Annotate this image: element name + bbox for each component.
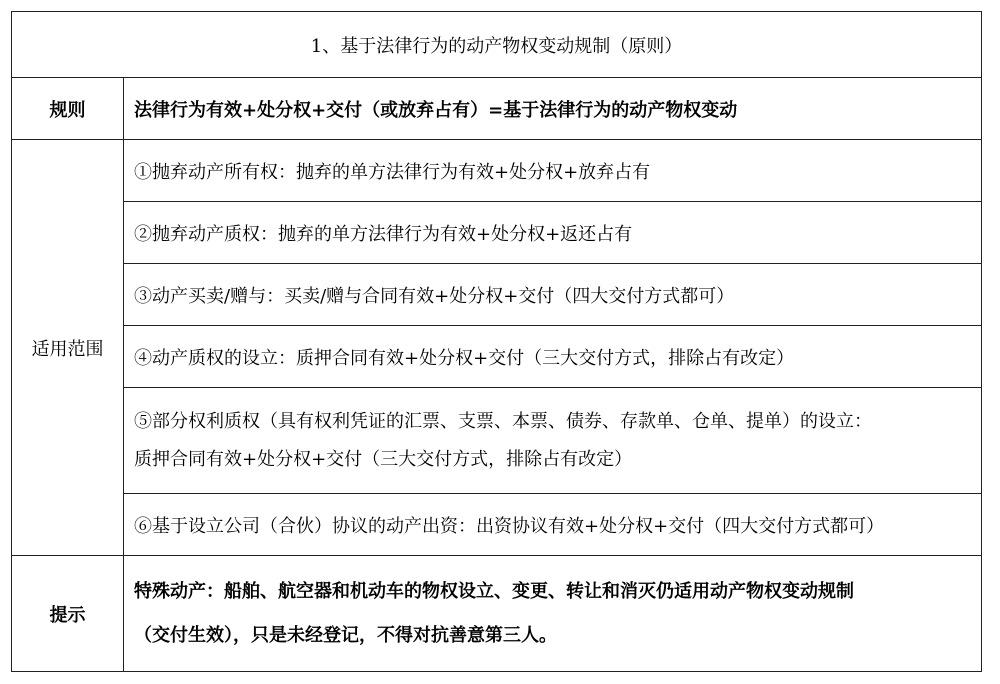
- rules-table: [11, 11, 982, 672]
- scope-label: 适用范围: [12, 140, 124, 556]
- scope-row-1: [12, 140, 982, 202]
- tip-label: 提示: [12, 556, 124, 672]
- scope-row-5: [12, 388, 982, 494]
- scope-row-2: [12, 202, 982, 264]
- rule-text: 法律行为有效+处分权+交付（或放弃占有）=基于法律行为的动产物权变动: [124, 78, 982, 140]
- scope-item-4: ④动产质权的设立：质押合同有效+处分权+交付（三大交付方式，排除占有改定）: [124, 326, 982, 388]
- scope-row-3: [12, 264, 982, 326]
- scope-row-6: [12, 494, 982, 556]
- scope-row-4: [12, 326, 982, 388]
- tip-row: [12, 556, 982, 672]
- table-title: 1、基于法律行为的动产物权变动规制（原则）: [12, 12, 982, 78]
- scope-item-5-line-1: ⑤部分权利质权（具有权利凭证的汇票、支票、本票、债券、存款单、仓单、提单）的设立：: [134, 410, 872, 432]
- scope-item-3: ③动产买卖/赠与：买卖/赠与合同有效+处分权+交付（四大交付方式都可）: [124, 264, 982, 326]
- tip-line-1: 特殊动产：船舶、航空器和机动车的物权设立、变更、转让和消灭仍适用动产物权变动规制: [134, 580, 854, 602]
- scope-item-2: ②抛弃动产质权：抛弃的单方法律行为有效+处分权+返还占有: [124, 202, 982, 264]
- scope-item-6: ⑥基于设立公司（合伙）协议的动产出资：出资协议有效+处分权+交付（四大交付方式都可）: [124, 494, 982, 556]
- scope-item-1: ①抛弃动产所有权：抛弃的单方法律行为有效+处分权+放弃占有: [124, 140, 982, 202]
- title-row: [12, 12, 982, 78]
- scope-item-5: [124, 388, 982, 494]
- rule-label: 规则: [12, 78, 124, 140]
- tip-line-2: （交付生效），只是未经登记，不得对抗善意第三人。: [134, 624, 557, 646]
- scope-item-5-line-2: 质押合同有效+处分权+交付（三大交付方式，排除占有改定）: [134, 448, 633, 470]
- tip-text: [124, 556, 982, 672]
- rule-row: [12, 78, 982, 140]
